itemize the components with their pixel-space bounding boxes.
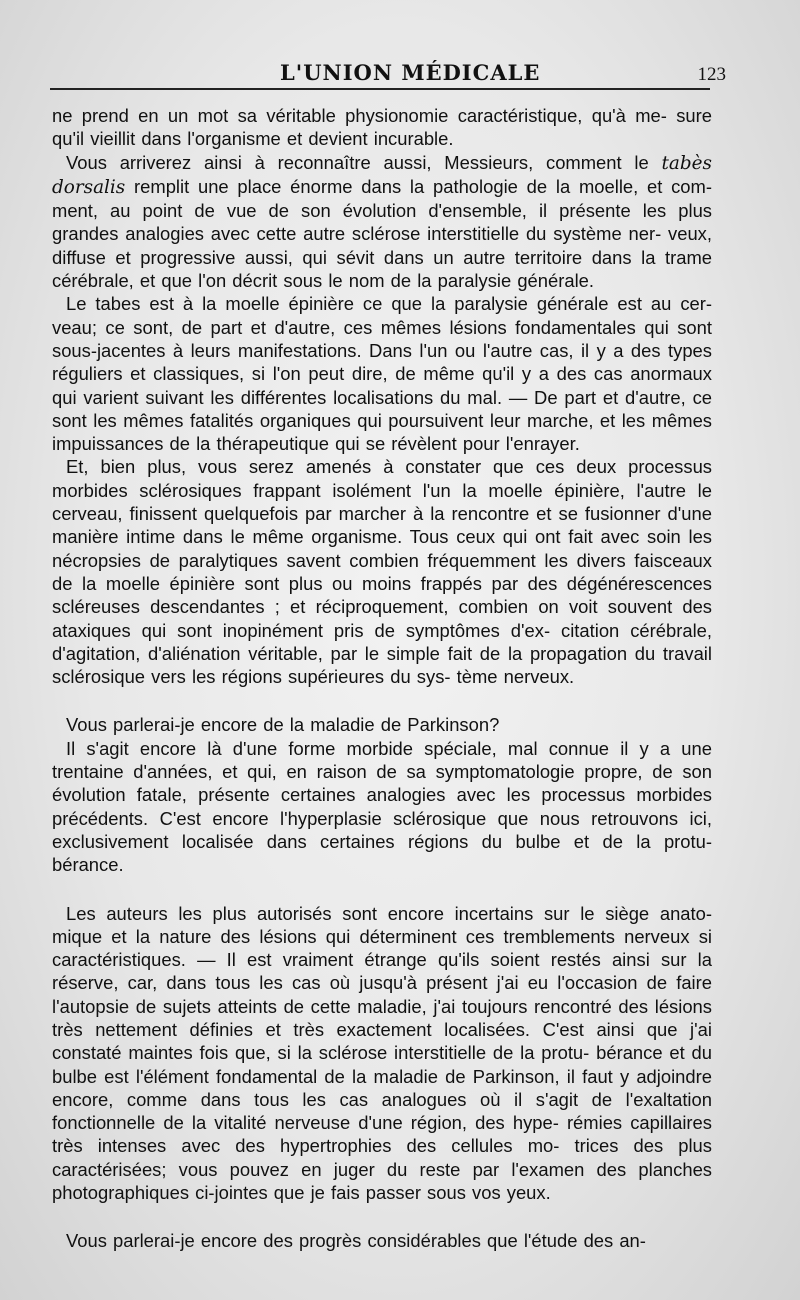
text-line: Il s'agit encore là d'une forme morbide spéciale, mal connue il y a une <box>66 737 712 759</box>
paragraph-8 <box>52 1229 712 1252</box>
text-line: veux, diffuse et progressive aussi, qui sévit dans un autre territoire dans <box>52 223 712 268</box>
text-line: ment, au point de vue de son évolution d'ensemble, il présente les plus <box>52 200 712 222</box>
text-line: divers faisceaux de la moelle épinière sont plus ou moins frappés par des <box>52 549 712 594</box>
text-line: marche, et les mêmes impuissances de la thérapeutique qui se révèlent <box>52 409 712 455</box>
text-line: d'une manière intime dans le même organisme. Tous ceux qui ont fait avec <box>52 503 712 548</box>
text-line: Vous parlerai-je encore de la maladie de Parkinson? <box>66 714 500 736</box>
text-line: l'autopsie de sujets atteints de cette maladie, j'ai toujours rencontré des <box>52 995 649 1017</box>
text-line: types réguliers et classiques, si l'on peut dire, de même qu'il y a des cas <box>52 339 712 385</box>
paragraph-5 <box>52 713 712 736</box>
text-line: bérance et du bulbe est l'élément fondamental de la maladie de Parkinson, <box>52 1042 712 1087</box>
paragraph-7 <box>52 902 712 1205</box>
text-line: trices des plus caractérisées; vous pouvez en juger du reste par l'examen <box>52 1135 712 1180</box>
text-line: la trame cérébrale, et que l'on décrit sous le nom de la paralysie générale. <box>52 246 712 292</box>
italic-term: tabès <box>661 152 712 174</box>
text-line: bérance. <box>52 854 124 876</box>
text-line: rémies capillaires très intenses avec des hypertrophies des cellules mo- <box>52 1112 712 1157</box>
text-line: Le tabes est à la moelle épinière ce que la paralysie générale est au cer- <box>66 293 712 315</box>
text-line: grandes analogies avec cette autre sclérose interstitielle du système ner- <box>52 223 662 245</box>
text-line: veau; ce sont, de part et d'autre, ces mêmes lésions fondamentales qui sont <box>52 316 712 338</box>
text-line: lésions très nettement définies et très exactement localisées. C'est ainsi <box>52 995 712 1040</box>
paragraph-2 <box>52 151 712 293</box>
running-title: L'UNION MÉDICALE <box>280 60 541 85</box>
text-line: la propagation du travail sclérosique vers les régions supérieures du sys- <box>52 642 712 688</box>
text-line: ici, exclusivement localisée dans certaines régions du bulbe et de la protu- <box>52 807 712 852</box>
text-line: des planches photographiques ci-jointes que je fais passer sous vos yeux. <box>52 1158 712 1204</box>
paragraph-1 <box>52 104 712 151</box>
text-line: l'exaltation fonctionnelle de la vitalité nerveuse d'une région, des hype- <box>52 1088 712 1134</box>
text-line: Et, bien plus, vous serez amenés à constater que ces deux processus <box>66 456 712 478</box>
text-line: dégénérescences scléreuses descendantes ; et réciproquement, combien on <box>52 572 712 618</box>
text-line: réserve, car, dans tous les cas où jusqu'à présent j'ai eu l'occasion de faire <box>52 972 712 994</box>
text-line: Vous arriverez ainsi à reconnaître aussi, Messieurs, comment le <box>66 151 649 173</box>
text-line: soin les nécropsies de paralytiques savent combien fréquemment les <box>52 526 712 571</box>
text-line: si caractéristiques. — Il est vraiment étrange qu'ils soient restés ainsi sur la <box>52 925 712 971</box>
header-rule <box>50 88 710 90</box>
text-line: évolution fatale, présente certaines analogies avec les processus morbides <box>52 784 712 806</box>
text-line: précédents. C'est encore l'hyperplasie sclérosique que nous retrouvons <box>52 807 679 829</box>
text-line: sure qu'il vieillit dans l'organisme et devient incurable. <box>52 105 712 150</box>
text-line: citation cérébrale, d'agitation, d'aliénation véritable, par le simple fait de <box>52 619 712 664</box>
italic-term: dorsalis <box>52 176 126 198</box>
page-number: 123 <box>697 64 726 85</box>
text-line: trentaine d'années, et qui, en raison de sa symptomatologie propre, de son <box>52 761 712 783</box>
text-line: morbides sclérosiques frappant isolément l'un la moelle épinière, l'autre <box>52 479 686 501</box>
paragraph-3 <box>52 292 712 455</box>
text-line: mique et la nature des lésions qui déterminent ces tremblements nerveux <box>52 925 690 947</box>
paragraph-6 <box>52 737 712 877</box>
text-line: Les auteurs les plus autorisés sont encore incertains sur le siège anato- <box>66 902 712 924</box>
text-line: il faut y adjoindre encore, comme dans tous les cas analogues où il s'agit de <box>52 1065 712 1110</box>
paragraph-4 <box>52 455 712 688</box>
body-text <box>52 104 712 1253</box>
page-header <box>0 58 800 88</box>
text-line: sous-jacentes à leurs manifestations. Dans l'un ou l'autre cas, il y a des <box>52 339 661 361</box>
text-line: voit souvent des ataxiques qui sont inopinément pris de symptômes d'ex- <box>52 596 712 641</box>
text-line: pour l'enrayer. <box>462 433 580 455</box>
text-line: anormaux qui varient suivant les différentes localisations du mal. — De part <box>52 363 712 408</box>
text-line: remplit une place énorme dans la pathologie de la moelle, et com- <box>134 175 712 197</box>
text-line: Vous parlerai-je encore des progrès considérables que l'étude des an- <box>66 1230 646 1252</box>
text-line: ne prend en un mot sa véritable physionomie caractéristique, qu'à me- <box>52 105 667 126</box>
text-line: le cerveau, finissent quelquefois par marcher à la rencontre et se fusionner <box>52 479 712 525</box>
text-line: que j'ai constaté maintes fois que, si la sclérose interstitielle de la protu- <box>52 1018 712 1064</box>
text-line: et d'autre, ce sont les mêmes fatalités organiques qui poursuivent leur <box>52 386 712 431</box>
text-line: tème nerveux. <box>456 666 575 688</box>
